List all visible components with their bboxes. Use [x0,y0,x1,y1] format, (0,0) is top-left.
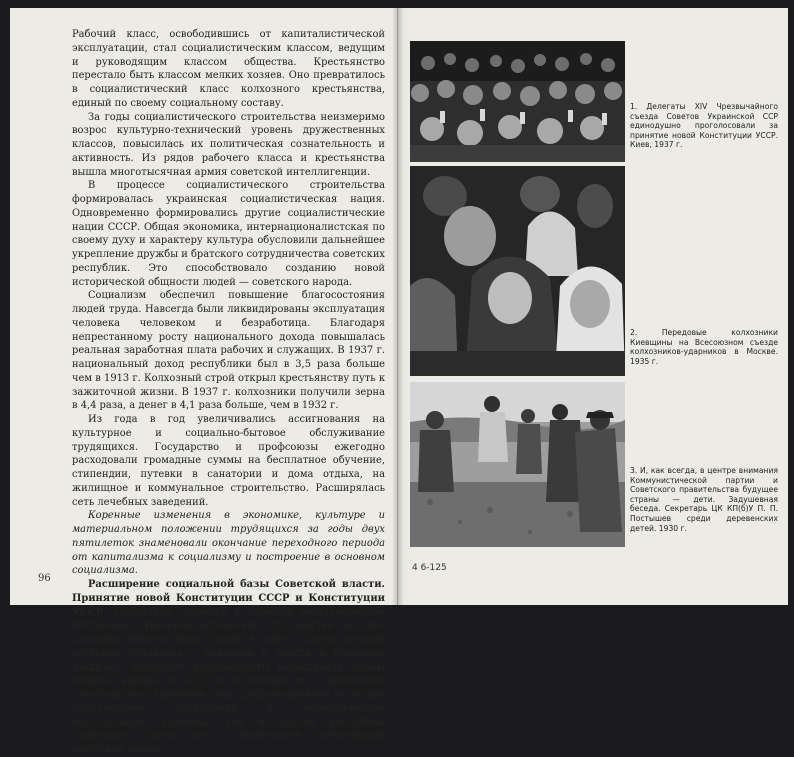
paragraph-5: Из года в год увеличивались ассигнования на культурное и социально-бытовое обслуживание трудящихся. Государство и профсоюзы ежегодно расходовали громадные суммы на бесплатное обучение, стипендии, путевки в санатории и дома отдыха, на жилищное и коммунальное строительство. Расширялась сеть лечебных заведений. [72,414,385,508]
photo-delegates [410,41,625,162]
paragraph-3: В процессе социалистического строительства формировалась украинская социалистическая нация. Одновременно формировались другие социалистические нации СССР. Общая экономика, интернационалистская по своему духу и характеру культура обусловили дальнейшее укрепление дружбы и братского сотрудничества советских республик. Это способствовало созданию новой исторической общности людей — советского народа. [72,180,385,288]
page-number-left: 96 [38,573,51,584]
left-page-text [72,28,385,757]
paragraph-4: Социализм обеспечил повышение благосостояния людей труда. Навсегда были ликвидированы эксплуатация человека человеком и безработица. Благодаря непрестанному росту национального дохода повышалась реальная заработная плата рабочих и служащих. В 1937 г. национальный доход республики был в 3,5 раза больше чем в 1913 г. Колхозный строй открыл крестьянству путь к зажиточной жизни. В 1937 г. колхозники получили зерна в 4,4 раза, а денег в 4,1 раза больше, чем в 1932 г. [72,290,385,412]
caption-3: 3. И, как всегда, в центре внимания Коммунистической партии и Советского правительства будущее страны — дети. Задушевная беседа. Секретарь ЦК КП(б)У П. П. Постышев среди деревенских детей. 1930 г. [630,466,778,533]
paragraph-2: За годы социалистического строительства неизмеримо возрос культурно-технический уровень дружественных классов, повысилась их политическая сознательность и активность. Из рядов рабочего класса и крестьянства вышла многотысячная армия советской интеллигенции. [72,111,385,178]
paragraph-7 [72,578,385,757]
section-heading: Расширение социальной базы Советской власти. Принятие новой Конституции СССР и Конституции УССР. [72,579,385,618]
caption-2: 2. Передовые колхозники Киевщины на Всесоюзном съезде колхозников-ударников в Москве. 1935 г. [630,328,778,366]
photo-delegates-image [410,41,625,162]
photo-kolkhozniks [410,166,625,376]
photo-children [410,382,625,547]
paragraph-italic-summary: Коренные изменения в экономике, культуре и материальном положении трудящихся за годы двух пятилеток знаменовали окончание переходного периода от капитализма к социализму и построение в основном социализма. [72,510,385,577]
photo-kolkhozniks-image [410,166,625,376]
signature-mark: 4 6-125 [412,563,447,573]
book-spine [392,8,404,605]
photo-children-image [410,382,625,547]
section-body: Социализм строился в сложной международной обстановке. Империалистические государства не раз пытались втянуть нашу страну в войну, угроза которой особенно усилилась с приходом к власти в Германии фашизма. Немецкие империалисты вынашивали планы отрыва Украины от СССР и включения ее в «жизненное пространство» Германии. Они предусматривали не только политическое подчинение и экономическую эксплуатацию Украины, как и других республик Советского Союза, но и физическое уничтожение советских людей. [72,606,385,755]
right-page [398,8,788,605]
caption-1: 1. Делегаты XIV Чрезвычайного съезда Советов Украинской ССР единодушно проголосовали за принятие новой Конституции УССР. Киев, 1937 г. [630,102,778,150]
paragraph-1: Рабочий класс, освободившись от капиталистической эксплуатации, стал социалистическим классом, ведущим и руководящим классом общества. Крестьянство перестало быть классом мелких хозяев. Оно превратилось в социалистический класс колхозного крестьянства, единый по своему социальному составу. [72,29,385,109]
left-page [10,8,398,755]
